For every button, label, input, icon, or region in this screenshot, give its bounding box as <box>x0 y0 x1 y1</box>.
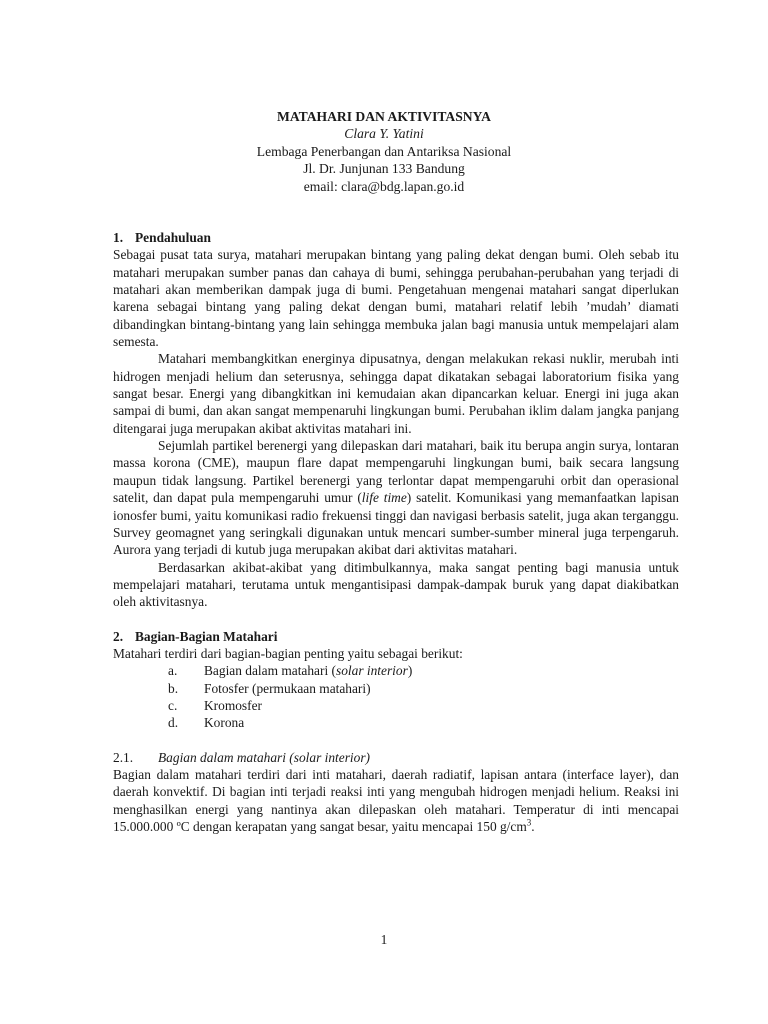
section-2-heading <box>113 628 679 645</box>
text-run: Sejumlah partikel berenergi yang dilepaskan dari matahari, baik itu berupa angin surya, lontaran massa korona (CME), maupun flare dapat mempengaruhi lingkungan bumi, baik secara langsung maupun tidak langsung. Partikel berenergi yang terlontar dapat mempengaruhi orbit dan operasional satelit, dan dapat pula mempengaruhi umur ( <box>113 438 679 506</box>
email: email: clara@bdg.lapan.go.id <box>303 178 465 194</box>
spacer <box>113 732 679 749</box>
author-name: Clara Y. Yatini <box>344 126 424 142</box>
list-item <box>168 697 679 714</box>
section-title: Pendahuluan <box>135 230 211 245</box>
text-run: ) satelit. Komunikasi yang memanfaatkan lapisan ionosfer bumi, yaitu komunikasi radio frekuensi tinggi dan navigasi berbasis satelit, juga akan terganggu. Survey geomagnet yang seringkali digunakan untuk mencari sumber-sumber mineral juga terpengaruh. Aurora yang terjadi di kutub juga merupakan akibat dari aktivitas matahari. <box>113 490 679 558</box>
paragraph: Sebagai pusat tata surya, matahari merupakan bintang yang paling dekat dengan bumi. Oleh sebab itu matahari merupakan sumber panas dan cahaya di bumi, sehingga perubahan-perubahan yang terjadi di matahari akan memberikan dampak juga di bumi. Pengetahuan mengenai matahari sangat diperlukan karena sebagai bintang yang paling dekat dengan bumi, matahari relatif lebih ’mudah’ diamati dibandingkan bintang-bintang yang lain sehingga membuka jalan bagi manusia untuk mempelajari alam semesta. <box>113 247 679 350</box>
section-1-heading <box>113 229 679 246</box>
italic-term: life time <box>361 490 407 506</box>
paper-title: MATAHARI DAN AKTIVITASNYA <box>277 109 491 124</box>
paper-body <box>113 229 679 835</box>
list-marker: d. <box>168 715 179 731</box>
text-run: . <box>531 819 535 834</box>
list-text: Korona <box>204 715 245 731</box>
list-marker: b. <box>168 680 179 696</box>
superscript: 3 <box>526 817 532 828</box>
list-marker: c. <box>168 697 178 713</box>
list-item <box>168 662 679 679</box>
spacer <box>113 611 679 628</box>
parts-list <box>113 662 679 731</box>
list-marker: a. <box>168 663 178 679</box>
subsection-title: Bagian dalam matahari (solar interior) <box>158 749 371 765</box>
paragraph: Berdasarkan akibat-akibat yang ditimbulkannya, maka sangat penting bagi manusia untuk mempelajari matahari, terutama untuk mengantisipasi dampak-dampak buruk yang dapat diakibatkan oleh aktivitasnya. <box>113 559 679 610</box>
paper-header <box>0 108 768 195</box>
paragraph <box>113 437 679 558</box>
list-text: Kromosfer <box>204 697 263 713</box>
italic-term: solar interior <box>336 663 408 679</box>
section-title: Bagian-Bagian Matahari <box>135 628 278 644</box>
list-text: Bagian dalam matahari ( <box>204 663 336 679</box>
section-number: 2. <box>113 628 124 644</box>
list-item <box>168 680 679 697</box>
subsection-2-1-heading <box>113 749 679 766</box>
subsection-number: 2.1. <box>113 749 134 765</box>
paragraph <box>113 766 679 835</box>
list-item <box>168 714 679 731</box>
paragraph: Matahari membangkitkan energinya dipusatnya, dengan melakukan rekasi nuklir, merubah inti hidrogen menjadi helium dan seterusnya, sehingga dapat dikatakan sebagai laboratorium fisika yang sangat besar. Energi yang dibangkitkan ini kemudaian akan dipancarkan keluar. Energi ini juga akan sampai di bumi, dan akan sangat mempenaruhi lingkungan bumi. Perubahan iklim dalam jangka panjang ditengarai juga merupakan akibat aktivitas matahari ini. <box>113 351 679 436</box>
institution: Lembaga Penerbangan dan Antariksa Nasional <box>256 143 512 159</box>
section-number: 1. <box>113 230 124 245</box>
page-number: 1 <box>380 932 388 947</box>
text-run: Bagian dalam matahari terdiri dari inti matahari, daerah radiatif, lapisan antara (interface layer), dan daerah konvektif. Di bagian inti terjadi reaksi inti yang mengubah hidrogen menjadi helium. Reaksi ini menghasilkan energi yang nantinya akan dilepaskan oleh matahari. Temperatur di inti mencapai 15.000.000 ºC dengan kerapatan yang sangat besar, yaitu mencapai 150 g/cm <box>113 766 679 834</box>
address: Jl. Dr. Junjunan 133 Bandung <box>303 161 465 177</box>
list-text: Fotosfer (permukaan matahari) <box>204 680 371 696</box>
paragraph: Matahari terdiri dari bagian-bagian penting yaitu sebagai berikut: <box>113 645 463 661</box>
list-text: ) <box>407 663 413 679</box>
